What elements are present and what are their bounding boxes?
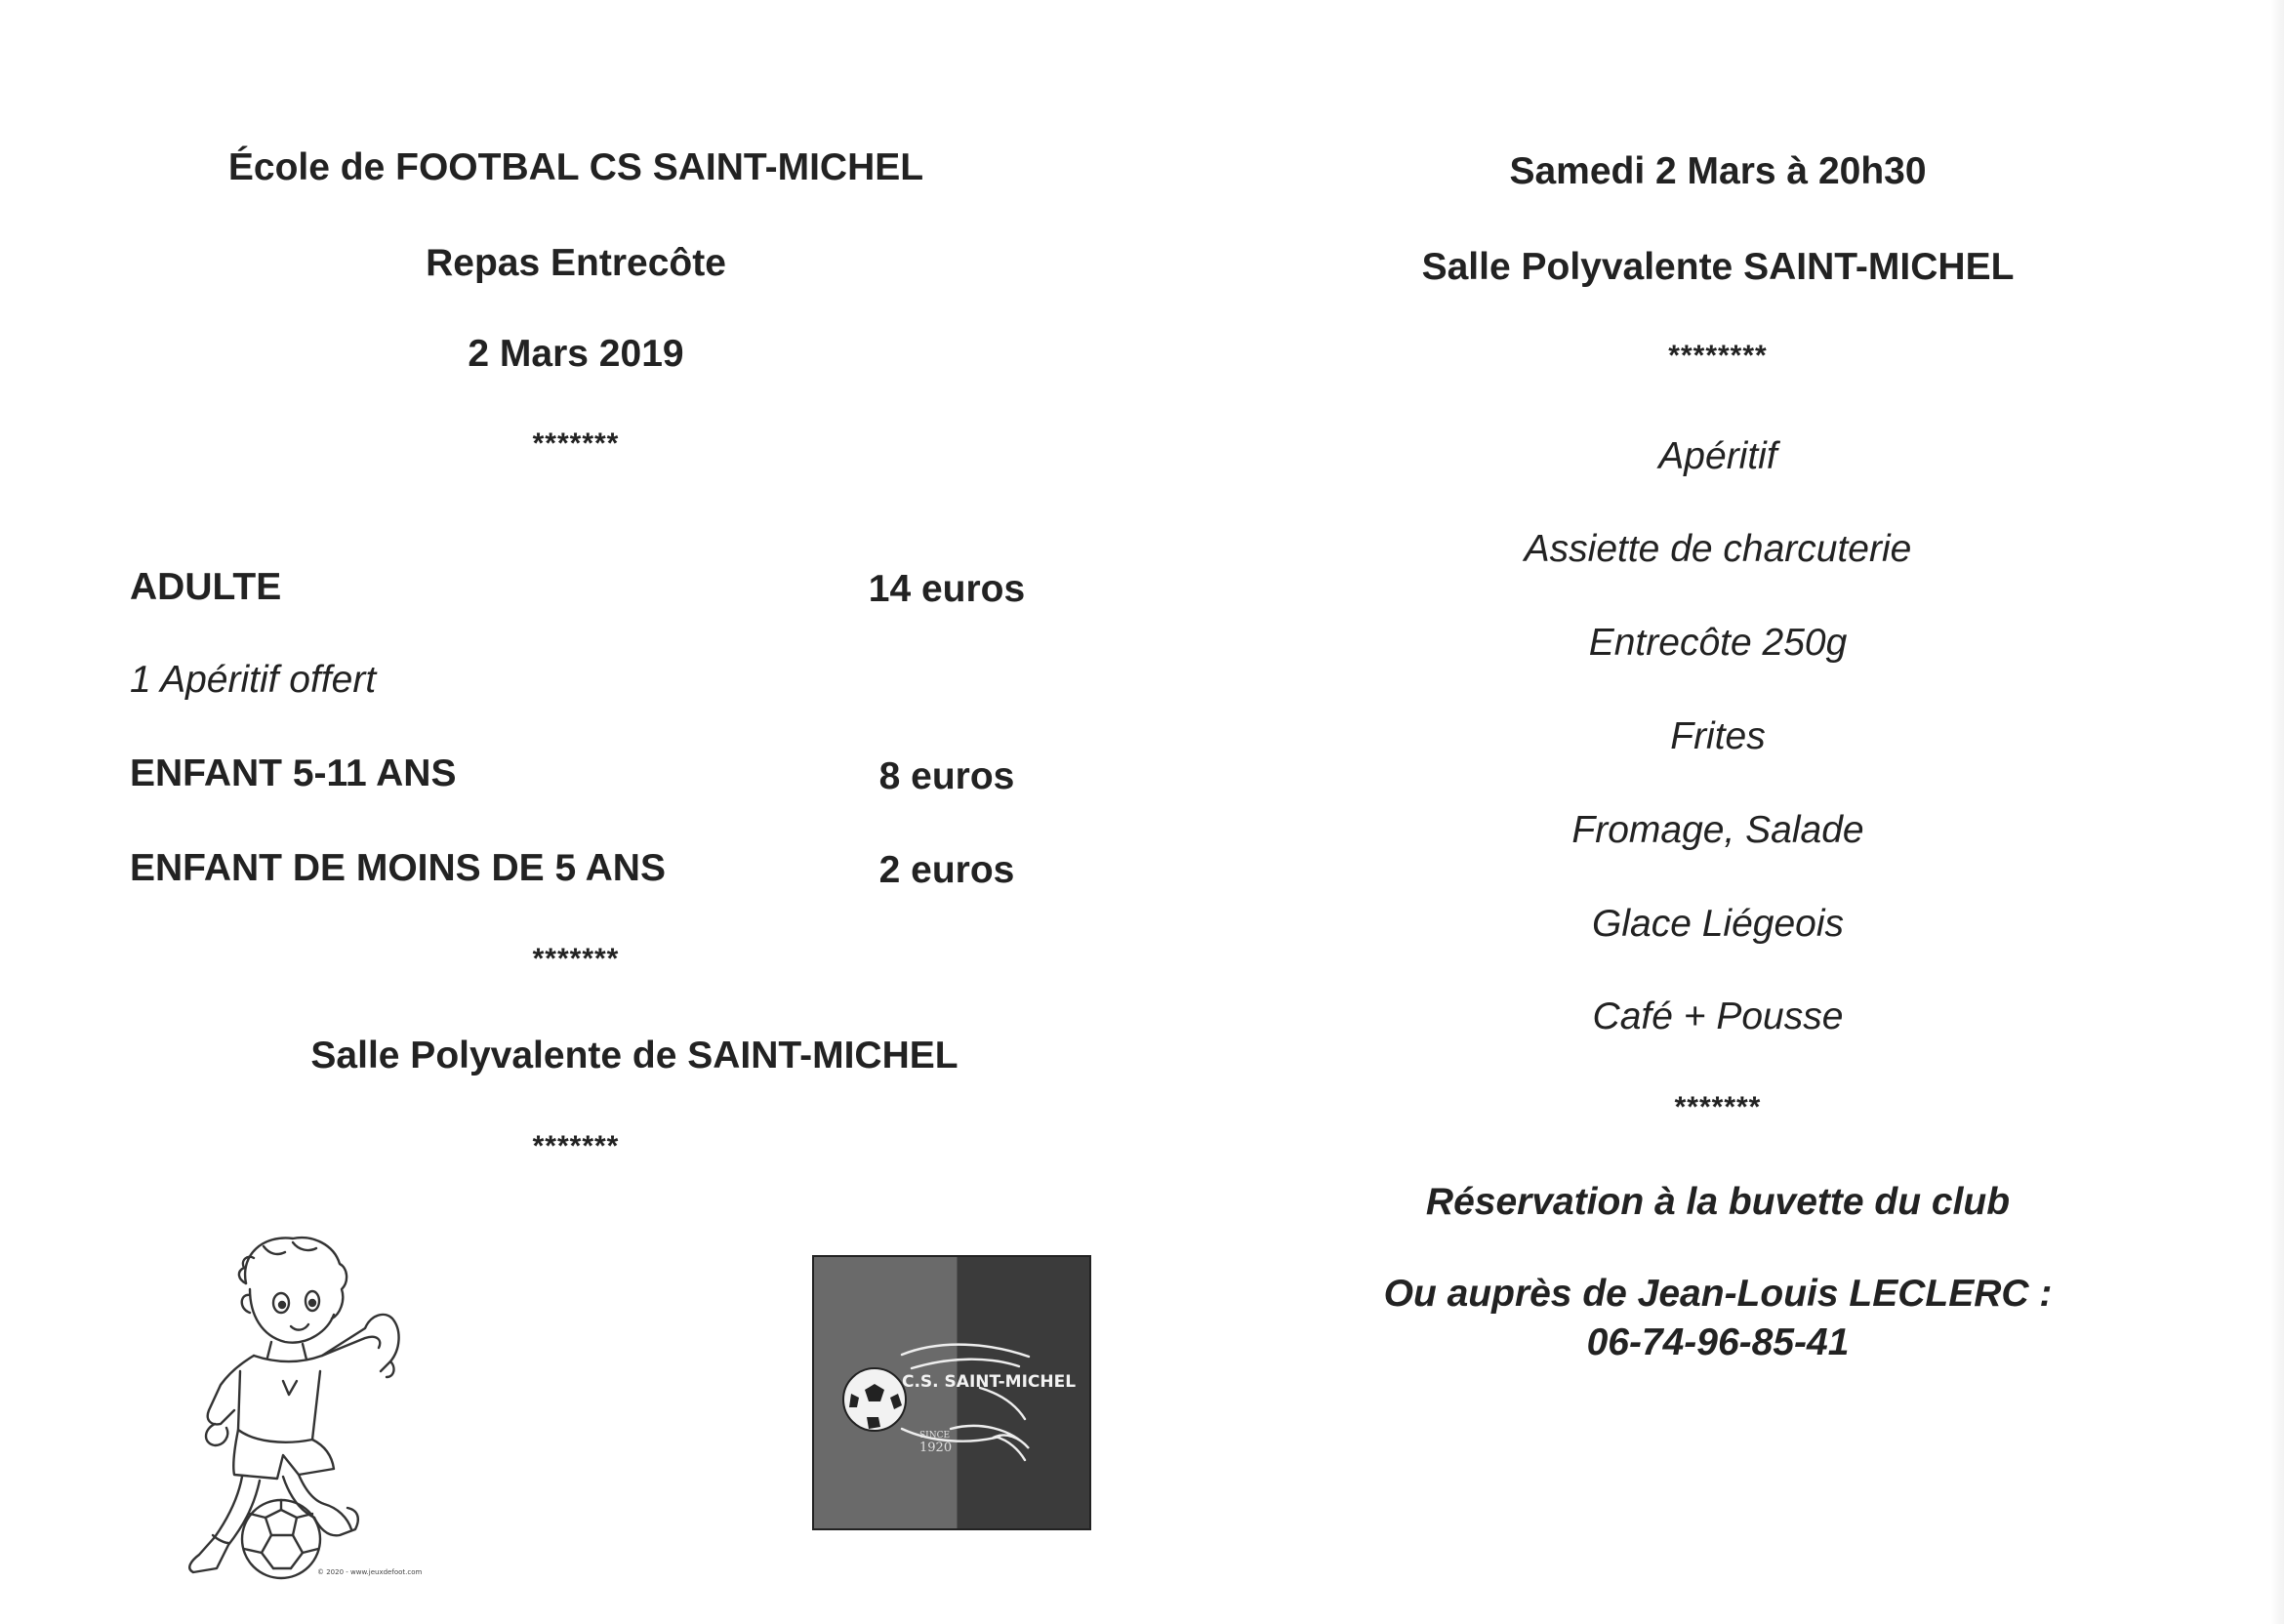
aperitif-note: 1 Apéritif offert — [130, 659, 377, 701]
price-label-small-child: ENFANT DE MOINS DE 5 ANS — [130, 847, 666, 889]
separator: ******* — [1674, 1091, 1762, 1123]
club-logo-since: SINCE 1920 — [919, 1431, 953, 1455]
price-label-child: ENFANT 5-11 ANS — [130, 752, 457, 794]
illustration-credit: © 2020 - www.jeuxdefoot.com — [317, 1568, 423, 1576]
contact-phone: 06-74-96-85-41 — [1586, 1321, 1850, 1363]
price-value-small-child: 2 euros — [878, 849, 1015, 891]
venue-right: Salle Polyvalente SAINT-MICHEL — [1421, 246, 2015, 288]
separator: ******* — [532, 1130, 620, 1162]
menu-item: Café + Pousse — [1592, 995, 1844, 1037]
reservation-note: Réservation à la buvette du club — [1425, 1181, 2011, 1223]
separator: ******** — [1668, 340, 1768, 372]
separator: ******* — [532, 427, 620, 460]
menu-item: Glace Liégeois — [1592, 903, 1844, 945]
price-value-child: 8 euros — [878, 755, 1015, 797]
club-logo — [812, 1255, 1091, 1530]
right-panel — [1152, 0, 2284, 1624]
event-subtitle: Repas Entrecôte — [426, 242, 726, 284]
event-datetime: Samedi 2 Mars à 20h30 — [1509, 150, 1927, 192]
menu-item: Assiette de charcuterie — [1524, 528, 1912, 570]
soccer-player-illustration — [156, 1225, 423, 1581]
price-value-adult: 14 euros — [868, 568, 1026, 610]
scan-edge — [2270, 0, 2284, 1624]
menu-item: Fromage, Salade — [1571, 809, 1864, 851]
menu-item: Frites — [1670, 715, 1766, 757]
contact-name: Ou auprès de Jean-Louis LECLERC : — [1383, 1273, 2053, 1315]
menu-item: Entrecôte 250g — [1588, 622, 1848, 664]
club-logo-title: C.S. SAINT-MICHEL — [902, 1372, 1077, 1392]
venue: Salle Polyvalente de SAINT-MICHEL — [310, 1035, 958, 1076]
school-title: École de FOOTBAL CS SAINT-MICHEL — [227, 146, 924, 188]
price-label-adult: ADULTE — [130, 566, 282, 608]
separator: ******* — [532, 943, 620, 975]
menu-item: Apéritif — [1658, 435, 1777, 477]
event-date: 2 Mars 2019 — [468, 333, 684, 375]
